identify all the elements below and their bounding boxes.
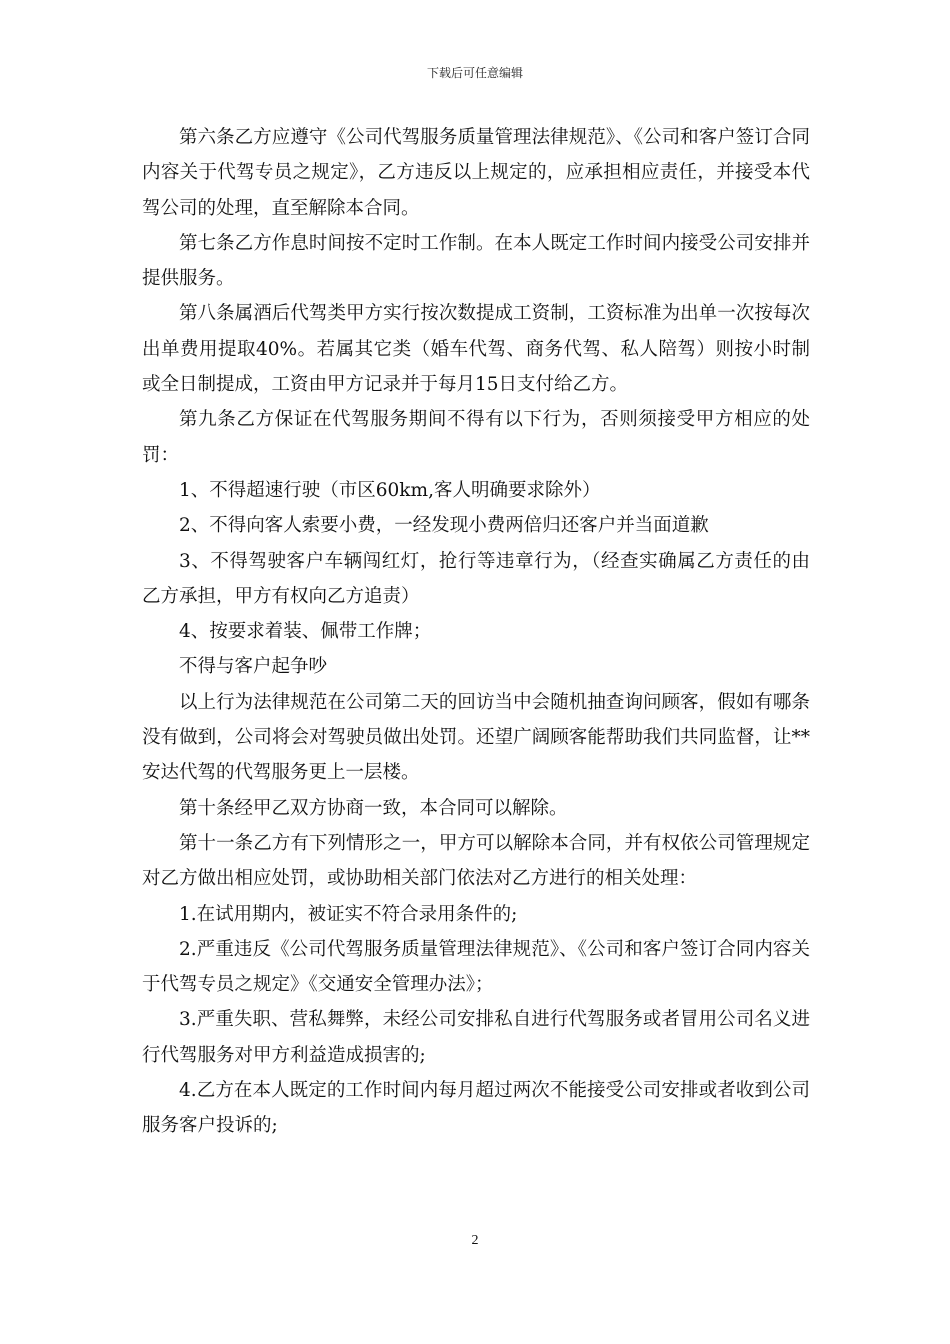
list-item-1: 1、不得超速行驶（市区60km,客人明确要求除外） [179,479,601,501]
paragraph-article-10: 第十条经甲乙双方协商一致，本合同可以解除。 [179,797,568,819]
paragraph-article-11: 第十一条乙方有下列情形之一，甲方可以解除本合同，并有权依公司管理规定对乙方做出相应处罚，或协助相关部门依法对乙方进行的相关处理： [142,832,810,890]
list-item-3: 3、不得驾驶客户车辆闯红灯，抢行等违章行为，（经查实确属乙方责任的由乙方承担，甲方有权向乙方追责） [142,550,810,607]
paragraph-article-6: 第六条乙方应遵守《公司代驾服务质量管理法律规范》、《公司和客户签订合同内容关于代驾专员之规定》，乙方违反以上规定的，应承担相应责任，并接受本代驾公司的处理，直至解除本合同。 [142,127,810,219]
list-item-2: 2、不得向客人索要小费，一经发现小费两倍归还客户并当面道歉 [179,515,709,537]
page-number: 2 [471,1233,479,1248]
paragraph-supervision: 以上行为法律规范在公司第二天的回访当中会随机抽查询问顾客，假如有哪条没有做到，公司将会对驾驶员做出处罚。还望广阔顾客能帮助我们共同监督，让**安达代驾的代驾服务更上一层楼。 [142,691,810,784]
clause-item-1: 1.在试用期内，被证实不符合录用条件的; [179,903,518,925]
clause-item-4: 4.乙方在本人既定的工作时间内每月超过两次不能接受公司安排或者收到公司服务客户投诉的; [142,1080,810,1137]
clause-item-2: 2.严重违反《公司代驾服务质量管理法律规范》、《公司和客户签订合同内容关于代驾专员之规定》《交通安全管理办法》； [142,938,810,996]
paragraph-article-9: 第九条乙方保证在代驾服务期间不得有以下行为，否则须接受甲方相应的处罚： [142,409,810,466]
clause-item-3: 3.严重失职、营私舞弊，未经公司安排私自进行代驾服务或者冒用公司名义进行代驾服务对甲方利益造成损害的; [142,1009,810,1066]
document-body [142,120,810,1144]
list-item-5: 不得与客户起争吵 [179,656,328,678]
paragraph-article-7: 第七条乙方作息时间按不定时工作制。在本人既定工作时间内接受公司安排并提供服务。 [142,232,810,290]
page-header: 下载后可任意编辑 [426,66,523,80]
list-item-4: 4、按要求着装、佩带工作牌； [179,621,432,643]
paragraph-article-8: 第八条属酒后代驾类甲方实行按次数提成工资制，工资标准为出单一次按每次出单费用提取40%。若属其它类（婚车代驾、商务代驾、私人陪驾）则按小时制或全日制提成，工资由甲方记录并于每月15日支付给乙方。 [142,303,810,396]
